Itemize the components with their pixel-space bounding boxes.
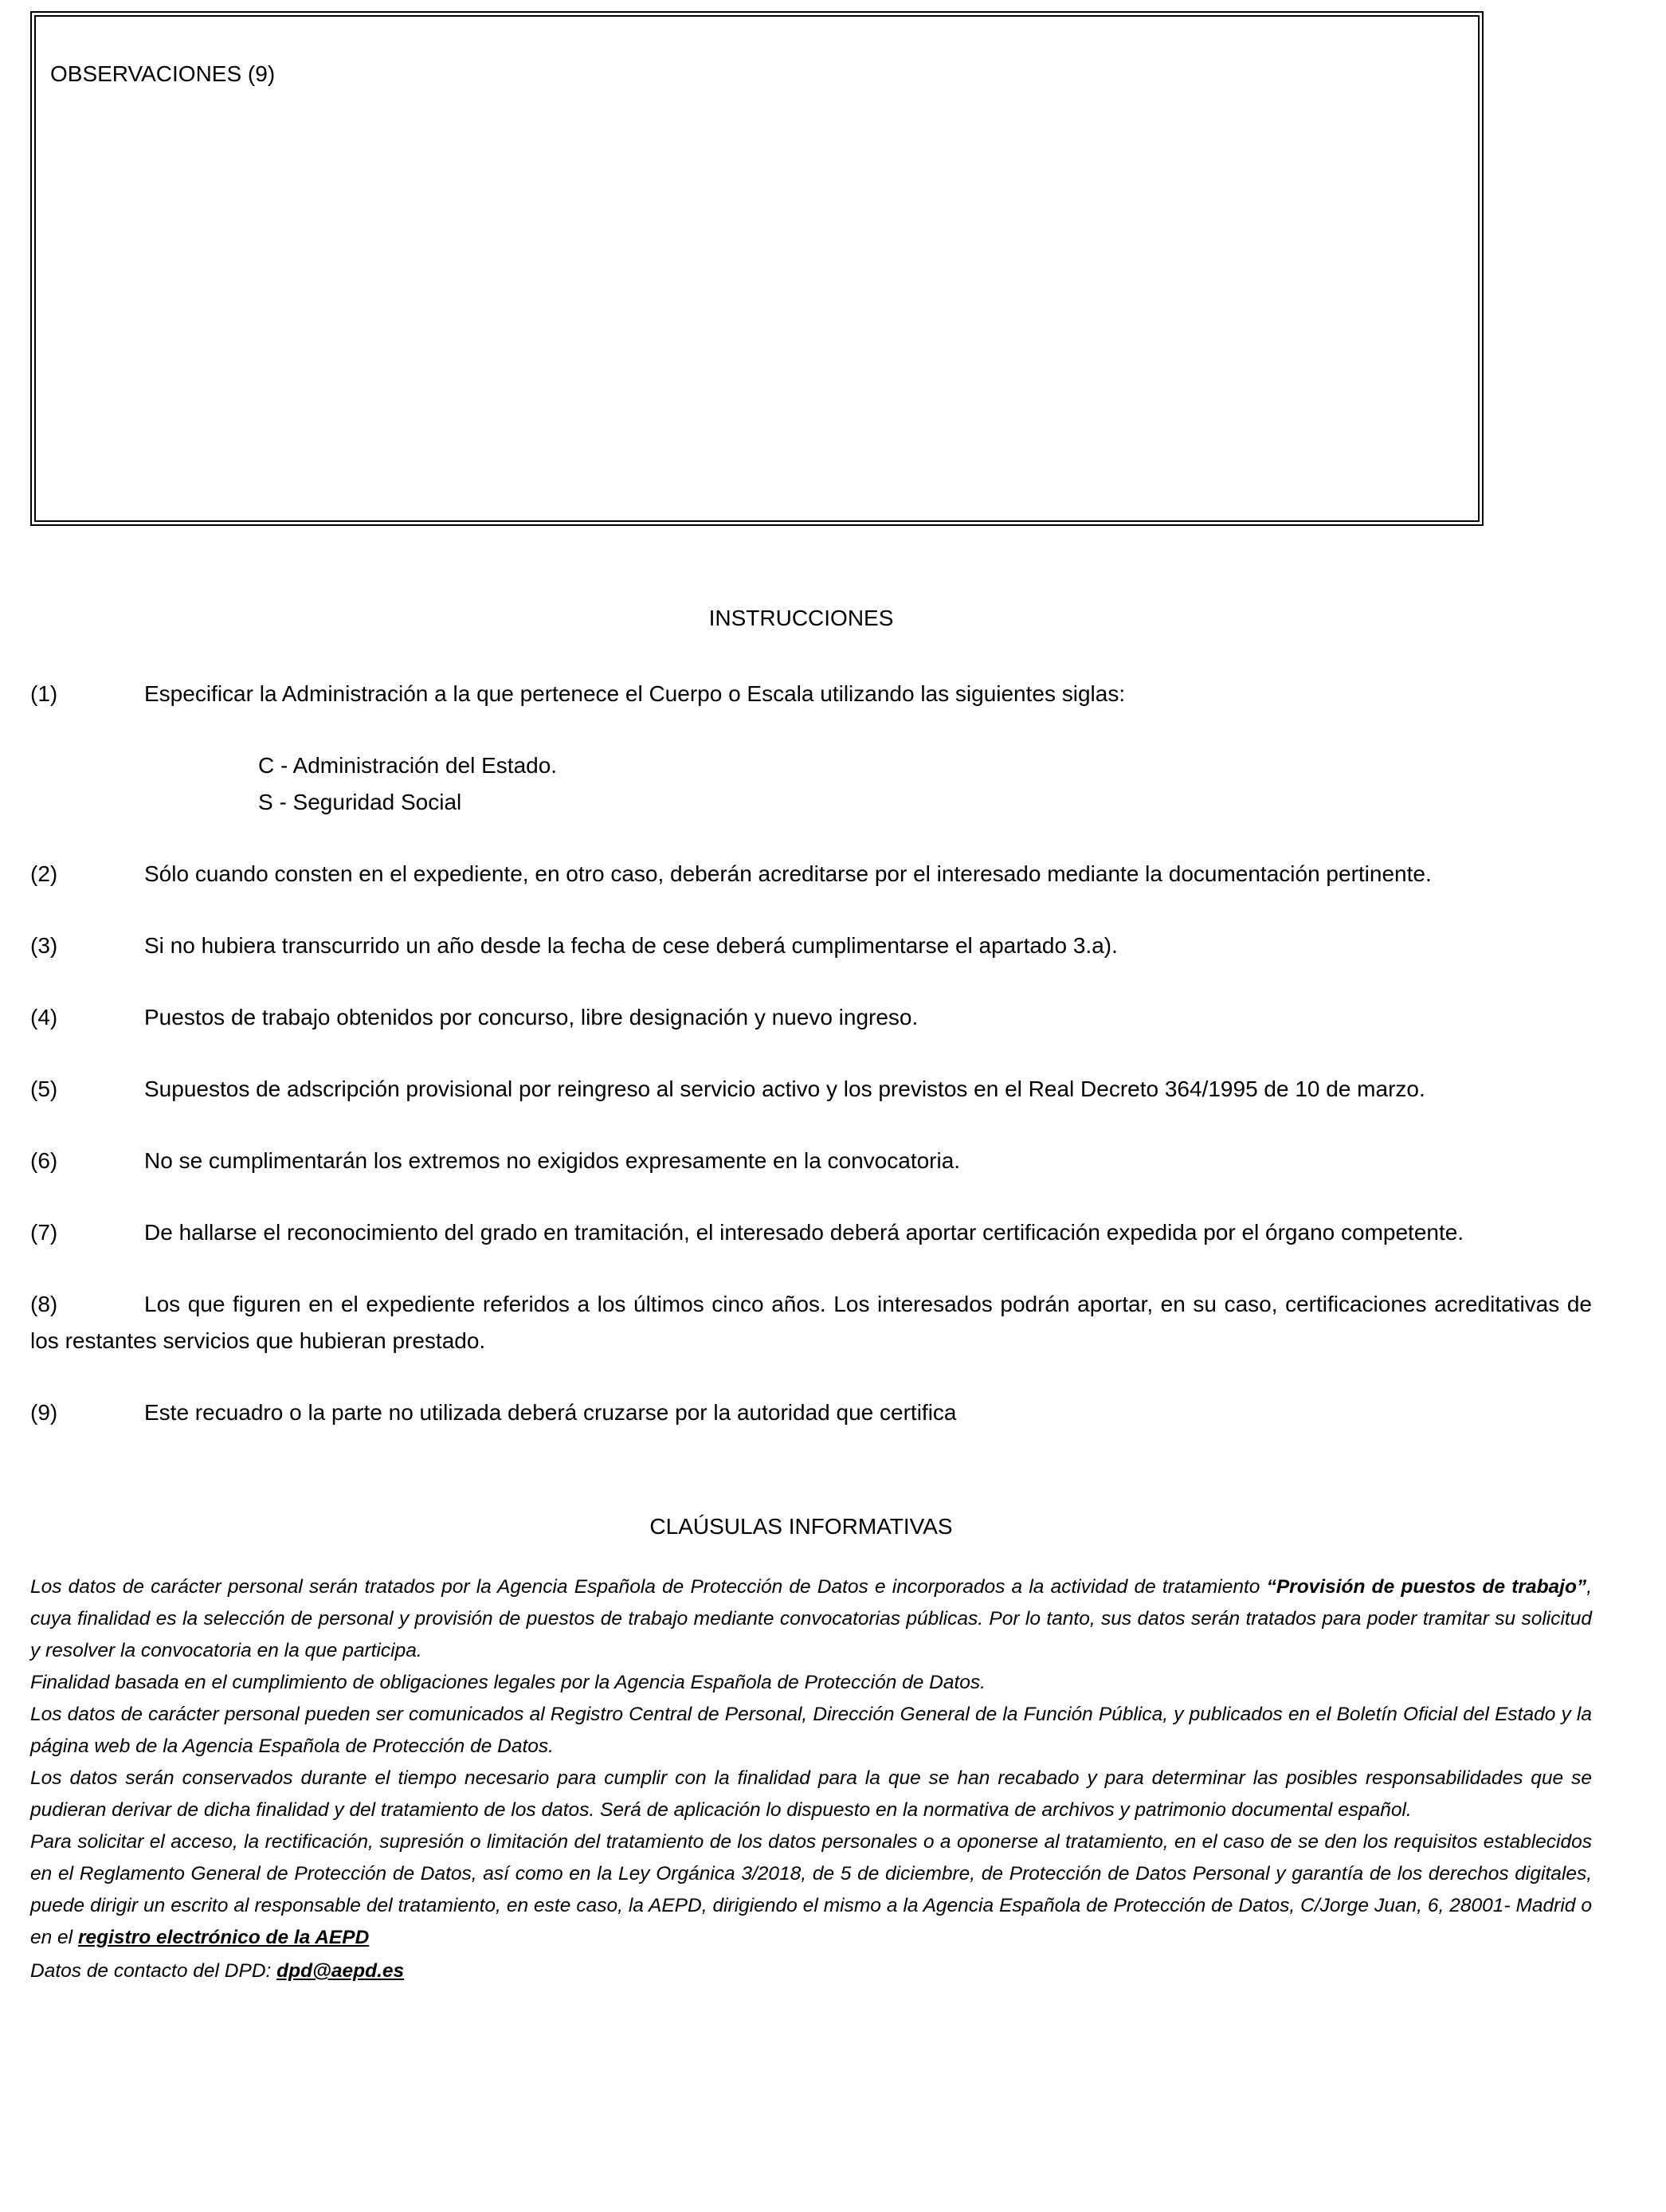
instruction-text: De hallarse el reconocimiento del grado en tramitación, el interesado deberá aportar certificación expedida por el órgano competente. [144, 1220, 1464, 1245]
clausula-paragraph: Finalidad basada en el cumplimiento de obligaciones legales por la Agencia Española de Protección de Datos. [30, 1672, 986, 1693]
sigla-item: C - Administración del Estado. [258, 753, 558, 778]
instruction-text: Los que figuren en el expediente referidos a los últimos cinco años. Los interesados podrán aportar, en su caso, certificaciones acreditativas de los restantes servicios que hubieran prestado. [30, 1292, 1592, 1353]
instruction-text: Supuestos de adscripción provisional por reingreso al servicio activo y los previstos en el Real Decreto 364/1995 de 10 de marzo. [144, 1077, 1425, 1101]
clausulas-body [30, 1571, 1592, 1987]
instruction-number: (4) [30, 1005, 58, 1030]
clausula-text: , cuya finalidad es la selección de personal y provisión de puestos de trabajo mediante convocatorias públicas. Por lo tanto, sus datos serán tratados para poder tramitar su solicitud y resolver la convocatoria en la que participa. [30, 1576, 1592, 1661]
instruction-number: (8) [30, 1292, 58, 1316]
dpd-email-link[interactable]: dpd@aepd.es [276, 1960, 405, 1982]
instruction-number: (7) [30, 1220, 58, 1245]
instruction-text: Este recuadro o la parte no utilizada deberá cruzarse por la autoridad que certifica [144, 1400, 957, 1425]
clausula-text: Para solicitar el acceso, la rectificación, supresión o limitación del tratamiento de los datos personales o a oponerse al tratamiento, en el caso de se den los requisitos establecidos en el Reglamento General de Protección de Datos, así como en la Ley Orgánica 3/2018, de 5 de diciembre, de Protección de Datos Personal y garantía de los derechos digitales, puede dirigir un escrito al responsable del tratamiento, en este caso, la AEPD, dirigiendo el mismo a la Agencia Española de Protección de Datos, C/Jorge Juan, 6, 28001- Madrid o en el [30, 1831, 1592, 1948]
instruction-text: Si no hubiera transcurrido un año desde la fecha de cese deberá cumplimentarse el apartado 3.a). [144, 933, 1118, 958]
instruction-number: (9) [30, 1400, 58, 1425]
observaciones-label: OBSERVACIONES (9) [50, 61, 276, 86]
clausula-paragraph [30, 1571, 1592, 1667]
clausula-paragraph: Los datos de carácter personal pueden ser comunicados al Registro Central de Personal, Dirección General de la Función Pública, y publicados en el Boletín Oficial del Estado y la página web de la Agencia Española de Protección de Datos. [30, 1704, 1592, 1757]
clausula-text: Los datos de carácter personal serán tratados por la Agencia Española de Protección de Datos e incorporados a la actividad de tratamiento [30, 1576, 1267, 1598]
instruction-text: Puestos de trabajo obtenidos por concurso, libre designación y nuevo ingreso. [144, 1005, 919, 1030]
clausula-paragraph [30, 1955, 1592, 1987]
instruction-text: Sólo cuando consten en el expediente, en otro caso, deberán acreditarse por el interesado mediante la documentación pertinente. [144, 861, 1432, 886]
clausula-text: Datos de contacto del DPD: [30, 1960, 277, 1982]
clausulas-title: CLAÚSULAS INFORMATIVAS [649, 1514, 953, 1539]
clausula-paragraph [30, 1826, 1592, 1954]
sigla-item: S - Seguridad Social [258, 790, 462, 814]
instruction-text: No se cumplimentarán los extremos no exigidos expresamente en la convocatoria. [144, 1148, 961, 1173]
instruction-number: (5) [30, 1077, 58, 1101]
instruction-text: Especificar la Administración a la que pertenece el Cuerpo o Escala utilizando las siguientes siglas: [144, 681, 1126, 706]
tratamiento-name: “Provisión de puestos de trabajo” [1266, 1576, 1587, 1598]
instrucciones-title: INSTRUCCIONES [708, 606, 894, 630]
instruction-number: (6) [30, 1148, 58, 1173]
instruction-number: (3) [30, 933, 58, 958]
instruction-number: (1) [30, 681, 58, 706]
observaciones-box [30, 11, 1484, 526]
registro-electronico-link[interactable]: registro electrónico de la AEPD [77, 1927, 370, 1948]
instruction-number: (2) [30, 861, 58, 886]
clausula-paragraph: Los datos serán conservados durante el tiempo necesario para cumplir con la finalidad para la que se han recabado y para determinar las posibles responsabilidades que se pudieran derivar de dicha finalidad y del tratamiento de los datos. Será de aplicación lo dispuesto en la normativa de archivos y patrimonio documental español. [30, 1767, 1592, 1821]
